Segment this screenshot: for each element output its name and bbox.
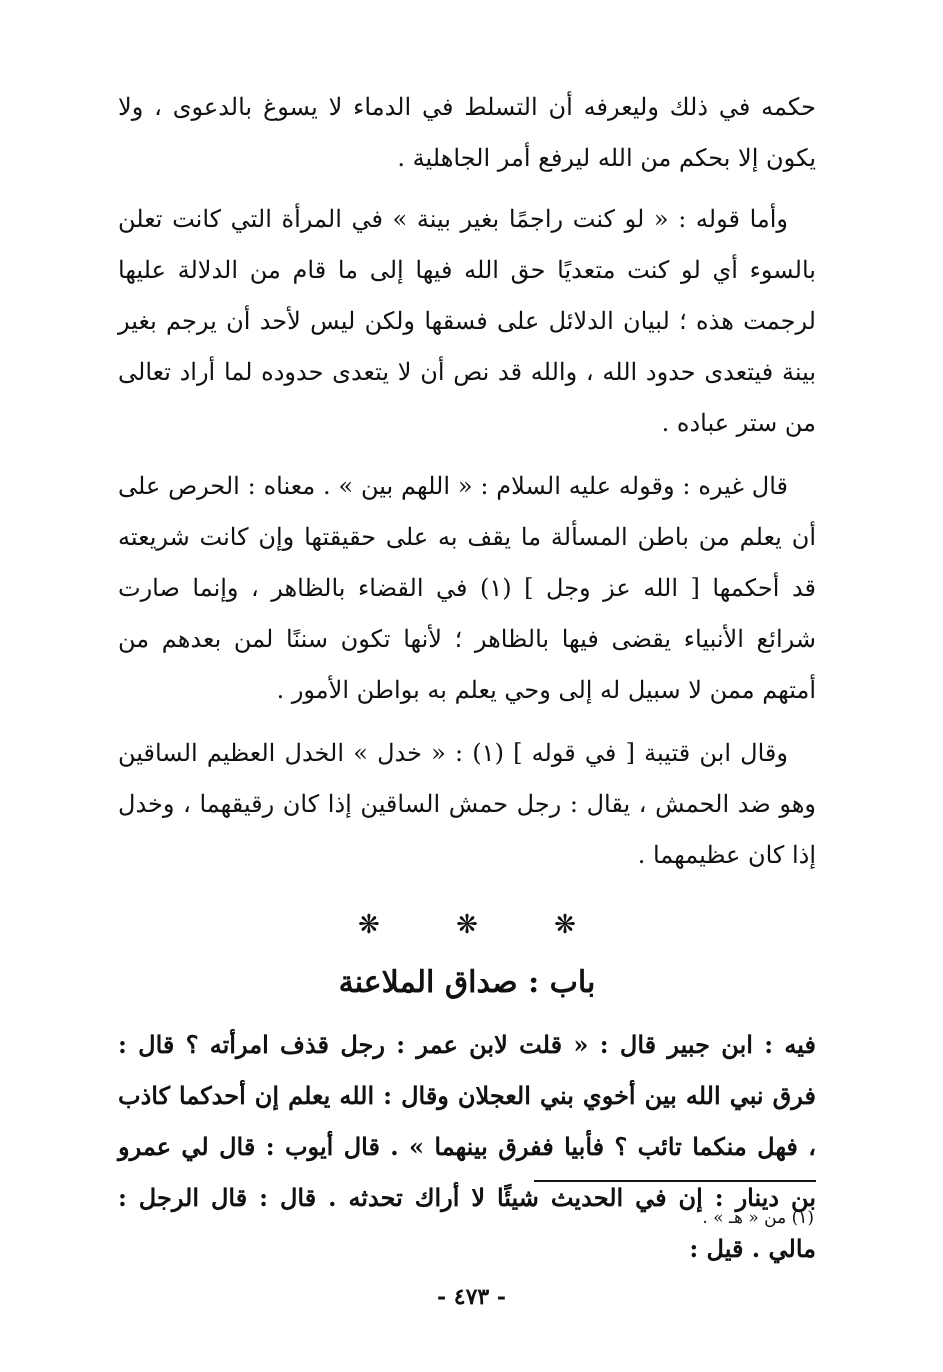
- paragraph-2-text: وأما قوله : « لو كنت راجمًا بغير بينة » في المرأة التي كانت تعلن بالسوء أي لو كنت متعديًا حق الله فيها إلى ما قام من الدلالة عليها لرجمت هذه ؛ لبيان الدلائل على فسقها ولكن ليس لأحد أن يرجم بغير بينة فيتعدى حدود الله ، والله قد نص أن لا يتعدى حدوده لما أراد تعالى من ستر عباده .: [118, 205, 816, 437]
- chapter-heading: باب : صداق الملاعنة: [338, 965, 596, 1000]
- footnote: (١) من « هـ » .: [702, 1208, 814, 1228]
- separator-star-icon: ❋: [456, 910, 478, 940]
- footnote-divider: [534, 1180, 816, 1182]
- paragraph-4-text: وقال ابن قتيبة [ في قوله ] (١) : « خدل » الخدل العظيم الساقين وهو ضد الحمش ، يقال : رجل حمش الساقين إذا كان رقيقهما ، وخدل إذا كان عظيمهما .: [118, 739, 816, 869]
- section-separator: [118, 907, 816, 943]
- hadith-text: فيه : ابن جبير قال : « قلت لابن عمر : رجل قذف امرأته ؟ قال : فرق نبي الله بين أخوي بني العجلان وقال : الله يعلم إن أحدكما كاذب ، فهل منكما تائب ؟ فأبيا ففرق بينهما » . قال أيوب : قال لي عمرو بن دينار : إن في الحديث شيئًا لا أراك تحدثه . قال : قال الرجل : مالي . قيل :: [118, 1030, 817, 1263]
- page-body: [118, 82, 816, 1274]
- paragraph-3: [118, 461, 816, 716]
- page-number: - ٤٧٣ -: [436, 1284, 507, 1310]
- paragraph-4: [118, 728, 816, 881]
- separator-star-icon: ❋: [358, 910, 380, 940]
- separator-star-icon: ❋: [554, 910, 576, 940]
- paragraph-3-text: قال غيره : وقوله عليه السلام : « اللهم بين » . معناه : الحرص على أن يعلم من باطن المسألة ما يقف به على حقيقتها وإن كانت شريعته قد أحكمها [ الله عز وجل ] (١) في القضاء بالظاهر ، وإنما صارت شرائع الأنبياء يقضى فيها بالظاهر ؛ لأنها تكون سننًا لمن بعدهم من أمتهم ممن لا سبيل له إلى وحي يعلم به بواطن الأمور .: [118, 472, 817, 704]
- paragraph-1: حكمه في ذلك وليعرفه أن التسلط في الدماء لا يسوغ بالدعوى ، ولا يكون إلا بحكم من الله ليرفع أمر الجاهلية .: [118, 93, 816, 172]
- paragraph-2: [118, 194, 816, 449]
